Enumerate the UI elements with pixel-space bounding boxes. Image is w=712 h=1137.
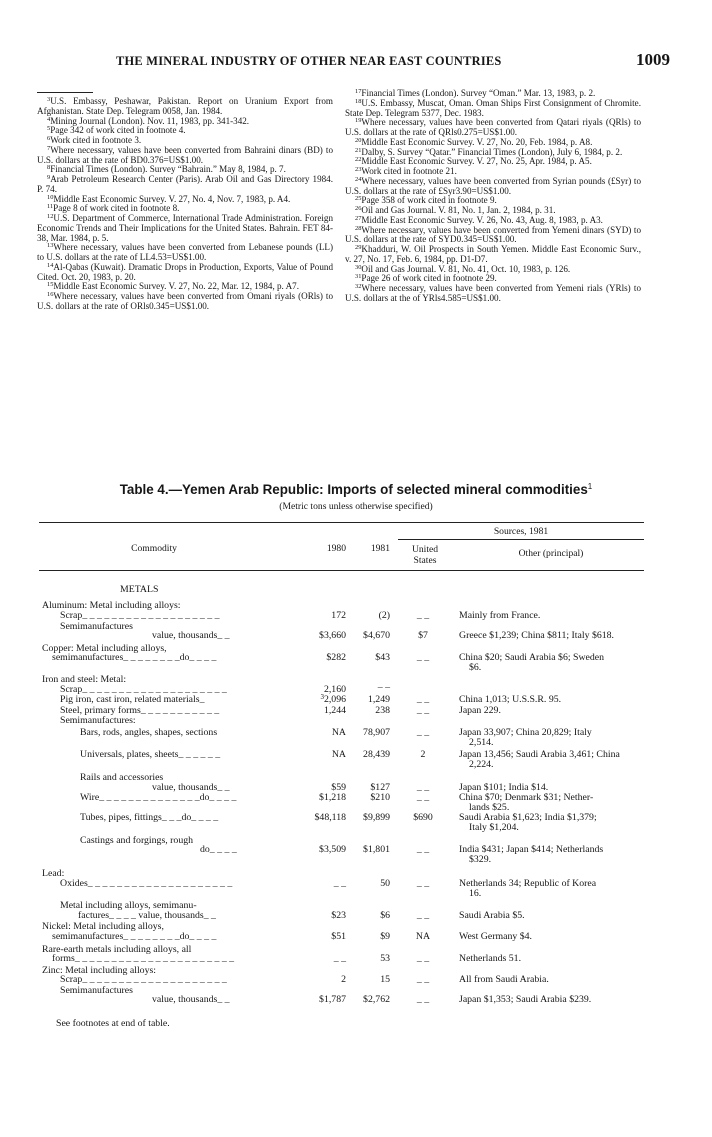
commodity-label: Iron and steel: Metal: xyxy=(42,674,127,685)
other-sources-line: Japan 229. xyxy=(459,705,501,716)
commodity-label: forms xyxy=(52,953,75,964)
footnote-number: 29 xyxy=(355,244,362,251)
footnote-number: 20 xyxy=(355,136,362,144)
footnote-number: 17 xyxy=(355,88,362,95)
commodity-label: Aluminum: Metal including alloys: xyxy=(42,600,181,611)
table-header-rule xyxy=(39,570,644,571)
footnote-number: 30 xyxy=(355,263,362,271)
commodity-cell xyxy=(78,911,216,921)
footnote-text: Where necessary, values have been converted from Bahraini dinars (BD) to U.S. dollars at the rate of BD0.376=US$1.00. xyxy=(37,144,333,165)
value-1980-text: $1,218 xyxy=(319,792,346,803)
header-commodity: Commodity xyxy=(131,543,177,554)
footnote-number: 18 xyxy=(355,97,362,105)
other-sources-continuation: Italy $1,204. xyxy=(469,821,519,833)
footnote xyxy=(345,226,641,246)
table-title-text: Table 4.—Yemen Arab Republic: Imports of selected mineral commodities xyxy=(119,482,588,497)
footnote-text: Where necessary, values have been converted from Qatari riyals (QRls) to U.S. dollars at the rate of QRls0.275=US$1.00. xyxy=(345,117,641,137)
value-united-states: 2 xyxy=(420,749,426,760)
commodity-label: Steel, primary forms xyxy=(60,705,141,716)
footnote-number: 14 xyxy=(47,261,54,269)
commodity-cell xyxy=(152,631,230,641)
other-sources-line: Greece $1,239; China $811; Italy $618. xyxy=(459,630,614,641)
table-subtitle: (Metric tons unless otherwise specified) xyxy=(279,501,433,512)
value-united-states: _ _ xyxy=(416,652,430,663)
commodity-cell xyxy=(80,793,236,803)
value-1981: 53 xyxy=(380,953,390,964)
commodity-cell xyxy=(80,750,220,760)
other-principal-sources xyxy=(459,631,649,641)
other-sources-line: Japan 33,907; China 20,829; Italy xyxy=(459,727,592,738)
value-1980 xyxy=(292,750,346,760)
footnote xyxy=(37,97,333,117)
commodity-label: Scrap xyxy=(60,610,83,621)
footnote-text: Where necessary, values have been converted from Omani riyals (ORls) to U.S. dollars at the rate of ORls0.345=US$1.00. xyxy=(37,291,333,311)
footnote-ref: 3 xyxy=(320,693,324,701)
commodity-cell xyxy=(80,728,217,738)
footnote-text: Middle East Economic Survey. V. 27, No. 22, Mar. 12, 1984, p. A7. xyxy=(53,281,299,292)
running-header xyxy=(40,50,670,72)
commodity-label: Copper: Metal including alloys, xyxy=(42,643,167,654)
value-1981: $127 xyxy=(370,782,390,793)
dot-leader: _ _ _ _ _ _ _ _ _ _ _ _ _ _ _ _ _ _ _ _ xyxy=(82,684,227,695)
commodity-label: Rare-earth metals including alloys, all xyxy=(42,944,192,955)
commodity-cell xyxy=(60,716,136,726)
dot-leader: _ _ _ _ _ _ _ _ _ _ _ _ _ _ _ _ _ _ _ _ _ _ xyxy=(74,953,235,964)
footnote-text: Page 26 of work cited in footnote 29. xyxy=(361,273,497,284)
value-united-states: _ _ xyxy=(416,844,430,855)
value-united-states: _ _ xyxy=(416,694,430,705)
footnote xyxy=(37,146,333,166)
commodity-cell xyxy=(60,986,133,996)
footnote xyxy=(37,214,333,243)
commodity-cell xyxy=(120,585,158,595)
value-1980-text: 1,244 xyxy=(323,705,346,716)
commodity-label: Semimanufactures xyxy=(60,985,133,996)
value-1981: (2) xyxy=(378,610,390,621)
footnote-text: Middle East Economic Survey. V. 27, No. 25, Apr. 1984, p. A5. xyxy=(361,156,592,167)
value-1980 xyxy=(292,954,346,964)
value-1981: $4,670 xyxy=(363,630,390,641)
other-sources-line: Japan $1,353; Saudi Arabia $239. xyxy=(459,994,592,1005)
value-1980 xyxy=(292,932,346,942)
value-united-states: _ _ xyxy=(416,792,430,803)
value-1981: $1,801 xyxy=(363,844,390,855)
footnote-number: 13 xyxy=(47,242,54,250)
footnote-number: 24 xyxy=(355,175,362,183)
commodity-label: METALS xyxy=(120,584,159,595)
value-united-states: _ _ xyxy=(416,910,430,921)
value-1981: 238 xyxy=(375,705,390,716)
commodity-label: Scrap xyxy=(60,684,83,695)
value-1980 xyxy=(292,631,346,641)
dot-leader: _ xyxy=(199,694,205,705)
value-1980 xyxy=(292,813,346,823)
value-1980-text: $48,118 xyxy=(314,812,346,823)
dot-leader: _ _ _ _ _ _ _ _ _ _ _ _ _ _do_ _ _ _ xyxy=(99,792,237,803)
other-sources-continuation: $6. xyxy=(469,661,482,673)
commodity-cell xyxy=(60,879,232,889)
value-1980 xyxy=(292,879,346,889)
footnote-text: Arab Petroleum Research Center (Paris). Arab Oil and Gas Directory 1984. P. 74. xyxy=(37,174,333,194)
footnote-text: Dalby, S. Survey “Qatar.” Financial Times (London), July 6, 1984, p. 2. xyxy=(361,146,623,157)
other-sources-line: All from Saudi Arabia. xyxy=(459,974,549,985)
value-1980-text: $3,660 xyxy=(319,630,346,641)
other-principal-sources xyxy=(459,975,649,985)
commodity-cell xyxy=(80,773,163,783)
other-principal-sources xyxy=(459,695,649,705)
footnote-text: Page 8 of work cited in footnote 8. xyxy=(53,203,180,214)
other-principal-sources xyxy=(459,653,649,673)
value-1980-text: _ _ xyxy=(333,953,346,964)
footnote-text: U.S. Department of Commerce, International Trade Administration. Foreign Economic Trends and Their Implications for the United States. Bahrain. FET 84-38, Mar. 1984, p. 5. xyxy=(37,213,333,243)
value-1980 xyxy=(292,845,346,855)
commodity-label: Lead: xyxy=(42,868,65,879)
value-1981: $6 xyxy=(380,910,390,921)
value-1981: $2,762 xyxy=(363,994,390,1005)
value-1980-text: $282 xyxy=(326,652,346,663)
header-1980: 1980 xyxy=(326,543,346,554)
footnotes-right-column xyxy=(345,89,641,304)
other-principal-sources xyxy=(459,813,649,833)
value-united-states: _ _ xyxy=(416,878,430,889)
other-sources-line: Netherlands 51. xyxy=(459,953,522,964)
footnote xyxy=(37,292,333,312)
commodity-cell xyxy=(200,845,237,855)
other-principal-sources xyxy=(459,793,649,813)
value-1980-text: NA xyxy=(331,749,346,760)
value-united-states: $690 xyxy=(413,812,433,823)
footnote-text: Financial Times (London). Survey “Bahrain.” May 8, 1984, p. 7. xyxy=(50,164,286,175)
other-sources-continuation: 2,514. xyxy=(469,736,494,748)
other-principal-sources xyxy=(459,611,649,621)
other-principal-sources xyxy=(459,750,649,770)
dot-leader: _ _ _ _ _ _ _ _ _ _ _ _ _ _ _ _ _ _ _ _ xyxy=(87,878,233,889)
other-sources-continuation: $329. xyxy=(469,853,492,865)
value-1980-text: NA xyxy=(331,727,346,738)
footnote-number: 5 xyxy=(47,125,51,133)
dot-leader: _ _ xyxy=(217,630,230,641)
commodity-label: factures xyxy=(78,910,110,921)
footnote-number: 32 xyxy=(355,283,362,290)
commodity-label: Bars, rods, angles, shapes, sections xyxy=(80,727,218,738)
footnote xyxy=(37,243,333,263)
value-1981: $9 xyxy=(380,931,390,942)
commodity-label: Metal including alloys, semimanu- xyxy=(60,900,197,911)
footnote-number: 25 xyxy=(355,195,362,203)
value-1980-text: 2,096 xyxy=(323,694,346,705)
other-principal-sources xyxy=(459,954,649,964)
footnote-text: Khadduri, W. Oil Prospects in South Yemen. Middle East Economic Surv., v. 27, No. 17, Feb. 6, 1984, pp. D1-D7. xyxy=(345,244,641,264)
commodity-label: value, thousands xyxy=(152,782,218,793)
commodity-label: do xyxy=(200,844,210,855)
footnote-number: 6 xyxy=(47,135,51,142)
header-sources: Sources, 1981 xyxy=(493,526,549,537)
other-sources-line: Japan 13,456; Saudi Arabia 3,461; China xyxy=(459,749,620,760)
footnote xyxy=(37,263,333,283)
dot-leader: _ _ _ _ xyxy=(209,844,237,855)
footnote-text: Where necessary, values have been converted from Yemeni rials (YRls) to U.S. dollars at the of YRls4.585=US$1.00. xyxy=(345,283,641,303)
footnote-text: Middle East Economic Survey. V. 27, No. 4, Nov. 7, 1983, p. A4. xyxy=(53,193,291,204)
footnote-text: Where necessary, values have been converted from Lebanese pounds (LL) to U.S. dollars at the rate of LL4.53=US$1.00. xyxy=(37,242,333,262)
commodity-cell xyxy=(52,954,234,964)
commodity-label: Wire xyxy=(80,792,100,803)
other-sources-line: Saudi Arabia $5. xyxy=(459,910,525,921)
value-1981: $210 xyxy=(370,792,390,803)
footnote-text: Oil and Gas Journal. V. 81, No. 41, Oct. 10, 1983, p. 126. xyxy=(361,263,571,274)
footnote-number: 3 xyxy=(47,96,51,103)
footnote-number: 28 xyxy=(355,224,362,232)
table-top-rule xyxy=(39,522,644,523)
commodity-label: semimanufactures xyxy=(52,931,124,942)
value-1980-text: $23 xyxy=(331,910,346,921)
footnote-text: Middle East Economic Survey. V. 27, No. 20, Feb. 1984, p. A8. xyxy=(361,136,593,147)
value-1980 xyxy=(292,653,346,663)
commodity-cell xyxy=(80,813,218,823)
value-1981: 28,439 xyxy=(363,749,390,760)
footnote xyxy=(345,118,641,138)
footnote-text: Work cited in footnote 3. xyxy=(50,135,142,145)
header-1981: 1981 xyxy=(370,543,390,554)
value-united-states: _ _ xyxy=(416,782,430,793)
footnote-text: Al-Qabas (Kuwait). Dramatic Drops in Production, Exports, Value of Pound Cited. Oct. 20, 1983, p. 20. xyxy=(37,261,333,282)
dot-leader: _ _ xyxy=(217,782,230,793)
footnote xyxy=(345,99,641,119)
dot-leader: _ _ _do_ _ _ _ xyxy=(161,812,219,823)
value-united-states: _ _ xyxy=(416,953,430,964)
table-title-footnote-ref: 1 xyxy=(587,482,593,491)
footnote xyxy=(345,284,641,304)
dot-leader: _ _ _ _ value, thousands_ _ xyxy=(109,910,216,921)
commodity-cell xyxy=(60,695,204,705)
commodity-label: Pig iron, cast iron, related materials xyxy=(60,694,200,705)
footnote-number: 19 xyxy=(355,117,362,125)
footnote xyxy=(345,245,641,265)
value-1981: $43 xyxy=(375,652,390,663)
value-1980-text: 2 xyxy=(341,974,346,985)
value-united-states: NA xyxy=(415,931,431,942)
value-1980 xyxy=(292,706,346,716)
commodity-cell xyxy=(60,611,219,621)
footnote-number: 10 xyxy=(47,193,54,201)
value-1981: 50 xyxy=(380,878,390,889)
footnote-rule xyxy=(37,92,93,93)
dot-leader: _ _ _ _ _ _ xyxy=(178,749,221,760)
footnote-text: Middle East Economic Survey. V. 26, No. 43, Aug. 8, 1983, p. A3. xyxy=(361,214,603,225)
table-note: See footnotes at end of table. xyxy=(56,1018,170,1029)
value-1980 xyxy=(292,995,346,1005)
dot-leader: _ _ _ _ _ _ _ _do_ _ _ _ xyxy=(123,931,217,942)
footnote-text: U.S. Embassy, Peshawar, Pakistan. Report on Uranium Export from Afghanistan. State Dep. Telegram 0058, Jan. 1984. xyxy=(37,96,333,116)
value-1980 xyxy=(292,695,346,705)
commodity-cell xyxy=(152,995,230,1005)
commodity-label: Semimanufactures: xyxy=(60,715,136,726)
footnote-number: 27 xyxy=(355,214,362,222)
footnote-text: Where necessary, values have been converted from Yemeni dinars (SYD) to U.S. dollars at the rate of SYD0.345=US$1.00. xyxy=(345,224,641,245)
footnote-number: 15 xyxy=(47,281,54,289)
commodity-label: Nickel: Metal including alloys, xyxy=(42,921,164,932)
commodity-label: Zinc: Metal including alloys: xyxy=(42,965,157,976)
value-united-states: $7 xyxy=(418,630,428,641)
other-sources-line: Saudi Arabia $1,623; India $1,379; xyxy=(459,812,597,823)
value-1981: 15 xyxy=(380,974,390,985)
other-principal-sources xyxy=(459,706,649,716)
other-sources-line: China $20; Saudi Arabia $6; Sweden xyxy=(459,652,605,663)
value-united-states: _ _ xyxy=(416,994,430,1005)
dot-leader: _ _ _ _ _ _ _ _ _ _ _ xyxy=(140,705,220,716)
footnote-number: 12 xyxy=(47,213,54,220)
value-1980-text: 172 xyxy=(331,610,346,621)
commodity-label: Universals, plates, sheets xyxy=(80,749,179,760)
value-1980 xyxy=(292,793,346,803)
value-1980-text: $1,787 xyxy=(319,994,346,1005)
commodity-label: Semimanufactures xyxy=(60,621,133,632)
footnote-number: 7 xyxy=(47,144,51,152)
footnote-text: Financial Times (London). Survey “Oman.” Mar. 13, 1983, p. 2. xyxy=(361,88,596,98)
other-sources-continuation: 2,224. xyxy=(469,758,494,770)
other-principal-sources xyxy=(459,932,649,942)
value-1980-text: _ _ xyxy=(333,878,346,889)
value-united-states: _ _ xyxy=(416,974,430,985)
footnote xyxy=(345,177,641,197)
value-1981: $9,899 xyxy=(363,812,390,823)
value-1981: 78,907 xyxy=(363,727,390,738)
value-1980 xyxy=(292,611,346,621)
other-sources-line: Netherlands 34; Republic of Korea xyxy=(459,878,597,889)
other-sources-continuation: 16. xyxy=(469,887,482,899)
footnote-number: 11 xyxy=(47,203,54,211)
commodity-label: Castings and forgings, rough xyxy=(80,835,194,846)
other-principal-sources xyxy=(459,911,649,921)
value-1980-text: 2,160 xyxy=(323,684,346,695)
header-other-principal: Other (principal) xyxy=(518,548,584,559)
footnote-number: 9 xyxy=(47,174,51,181)
page-number: 1009 xyxy=(636,50,670,69)
footnote-number: 26 xyxy=(355,205,362,212)
commodity-cell xyxy=(60,622,133,632)
dot-leader: _ _ _ _ _ _ _ _ _ _ _ _ _ _ _ _ _ _ _ _ xyxy=(82,974,227,985)
other-principal-sources xyxy=(459,879,649,899)
table-title xyxy=(0,482,712,497)
footnote-text: Mining Journal (London). Nov. 11, 1983, pp. 341-342. xyxy=(50,115,250,126)
value-1980 xyxy=(292,911,346,921)
other-sources-line: West Germany $4. xyxy=(459,931,532,942)
other-principal-sources xyxy=(459,728,649,748)
value-1980-text: $51 xyxy=(331,931,346,942)
other-sources-line: China 1,013; U.S.S.R. 95. xyxy=(459,694,562,705)
other-principal-sources xyxy=(459,995,649,1005)
value-united-states: _ _ xyxy=(416,610,430,621)
commodity-label: value, thousands xyxy=(152,994,218,1005)
commodity-label: semimanufactures xyxy=(52,652,124,663)
footnote-number: 4 xyxy=(47,115,51,123)
other-sources-line: Japan $101; India $14. xyxy=(459,782,549,793)
footnote xyxy=(37,175,333,195)
dot-leader: _ _ xyxy=(217,994,230,1005)
value-1981: 1,249 xyxy=(367,694,390,705)
footnote-number: 31 xyxy=(355,273,362,281)
value-1981-dash: _ _ xyxy=(377,679,390,690)
footnote-text: Where necessary, values have been converted from Syrian pounds (£Syr) to U.S. dollars at the rate of £Syr3.90=US$1.00. xyxy=(345,175,641,196)
other-principal-sources xyxy=(459,845,649,865)
footnote-text: U.S. Embassy, Muscat, Oman. Oman Ships First Consignment of Chromite. State Dep. Telegram 5377, Dec. 1983. xyxy=(345,97,641,118)
footnote-number: 22 xyxy=(355,156,362,164)
dot-leader: _ _ _ _ _ _ _ _do_ _ _ _ xyxy=(123,652,217,663)
value-1980-text: $59 xyxy=(331,782,346,793)
other-sources-line: Mainly from France. xyxy=(459,610,541,621)
value-1980-text: $3,509 xyxy=(319,844,346,855)
commodity-label: Rails and accessories xyxy=(80,772,164,783)
running-title: THE MINERAL INDUSTRY OF OTHER NEAR EAST COUNTRIES xyxy=(116,54,502,68)
dot-leader: _ _ _ _ _ _ _ _ _ _ _ _ _ _ _ _ _ _ _ xyxy=(82,610,220,621)
commodity-label: value, thousands xyxy=(152,630,218,641)
header-united-states: United States xyxy=(411,544,439,566)
commodity-cell xyxy=(80,836,193,846)
value-united-states: _ _ xyxy=(416,727,430,738)
footnote-text: Oil and Gas Journal. V. 81, No. 1, Jan. 2, 1984, p. 31. xyxy=(361,205,556,215)
value-united-states: _ _ xyxy=(416,705,430,716)
footnote-number: 23 xyxy=(355,166,362,173)
footnote-text: Work cited in footnote 21. xyxy=(361,166,457,176)
commodity-cell xyxy=(52,932,216,942)
footnote-text: Page 358 of work cited in footnote 9. xyxy=(361,195,497,206)
other-sources-line: China $70; Denmark $31; Nether- xyxy=(459,792,594,803)
footnote-text: Page 342 of work cited in footnote 4. xyxy=(50,125,186,136)
commodity-label: Oxides xyxy=(60,878,88,889)
footnote-number: 8 xyxy=(47,164,51,172)
value-1980 xyxy=(292,975,346,985)
commodity-cell xyxy=(52,653,216,663)
other-sources-continuation: lands $25. xyxy=(469,801,510,813)
value-1980 xyxy=(292,728,346,738)
footnote-number: 16 xyxy=(47,291,54,298)
commodity-label: Scrap xyxy=(60,974,83,985)
commodity-cell xyxy=(60,975,227,985)
commodity-label: Tubes, pipes, fittings xyxy=(80,812,162,823)
other-sources-line: India $431; Japan $414; Netherlands xyxy=(459,844,604,855)
sources-rule xyxy=(398,539,644,540)
footnote-number: 21 xyxy=(355,146,362,154)
footnotes-left-column xyxy=(37,97,333,312)
